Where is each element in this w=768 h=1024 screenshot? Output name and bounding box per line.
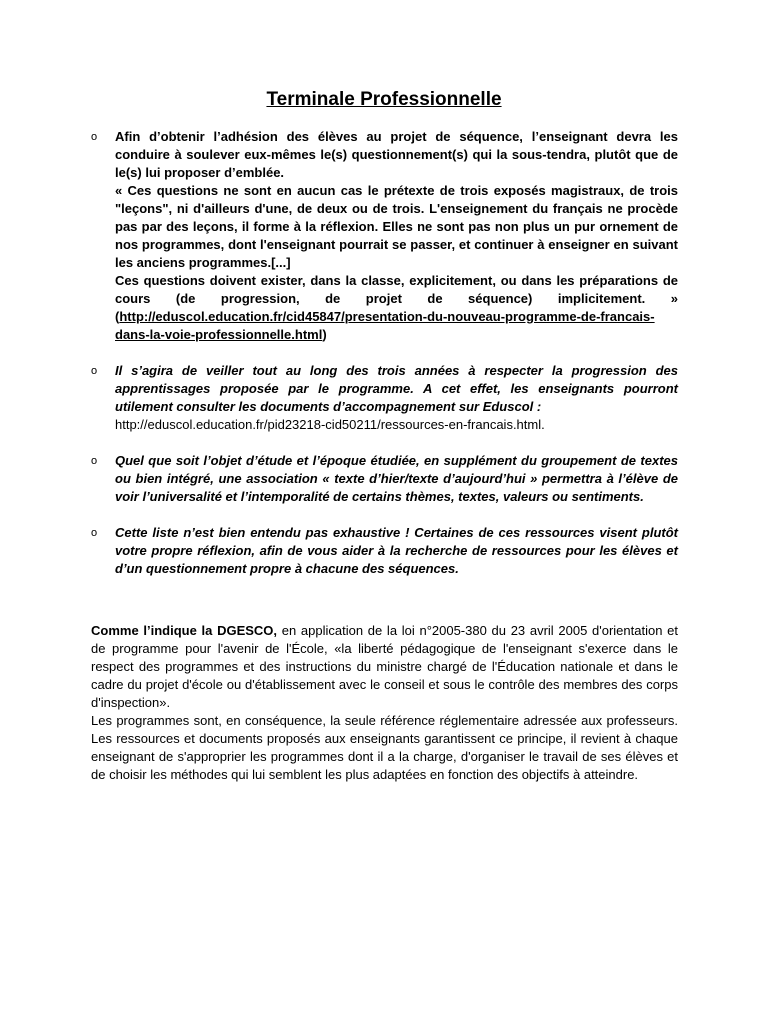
bullet-marker-icon: o: [91, 365, 98, 377]
list-item: [91, 128, 678, 344]
page-title: Terminale Professionnelle: [266, 89, 502, 110]
list-item: [91, 452, 678, 506]
list-item: [91, 524, 678, 578]
link-close-paren: ): [322, 327, 327, 342]
closing-lead: Comme l’indique la DGESCO,: [91, 623, 278, 638]
bullet4-text: Cette liste n’est bien entendu pas exhaustive ! Certaines de ces ressources visent plutôt votre propre réflexion, afin de vous aider à la recherche de ressources pour les élèves et d’un questionnement propre à chacune des séquences.: [115, 525, 678, 576]
link-open-paren: (: [115, 309, 120, 324]
closing-paragraph-1: [91, 622, 678, 712]
bullet-marker-icon: o: [91, 131, 98, 143]
closing-section: [91, 622, 678, 784]
bullet-marker-icon: o: [91, 455, 98, 467]
bullet3-text: Quel que soit l’objet d’étude et l’époque étudiée, en supplément du groupement de textes ou bien intégré, une association « texte d’hier/texte d’aujourd’hui » permettra à l’élève de voir l’universalité et l’intemporalité de certains thèmes, textes, valeurs ou sentiments.: [115, 453, 678, 504]
closing-paragraph-2: Les programmes sont, en conséquence, la seule référence réglementaire adressée aux professeurs. Les ressources et documents proposés aux enseignants garantissent ce principe, il revient à chaque enseignant de s'approprier les programmes dont il a la charge, d'organiser le travail de ses élèves et de choisir les méthodes qui lui semblent les plus adaptées en fonction des objectifs à atteindre.: [91, 713, 678, 782]
closing-para1: en application de la loi n°2005-380 du 23 avril 2005 d'orientation et de programme pour l'avenir de l'École, «la liberté pédagogique de l'enseignant s'exerce dans le respect des programmes et des instructions du ministre chargé de l'Éducation nationale et dans le cadre du projet d'école ou d'établissement avec le conseil et sous le contrôle des membres des corps d'inspection».: [91, 623, 678, 710]
eduscol-presentation-link[interactable]: http://eduscol.education.fr/cid45847/presentation-du-nouveau-programme-de-francais-dans-la-voie-professionnelle.html: [115, 309, 655, 342]
bullet1-quote: « Ces questions ne sont en aucun cas le prétexte de trois exposés magistraux, de trois "leçons", ni d'ailleurs d'une, de deux ou de trois. L'enseignement du français ne procède pas par des leçons, il forme à la réflexion. Elles ne sont pas non plus un pur ornement de nos programmes, dont l'enseignant pourrait se passer, et continuer à enseigner en suivant les anciens programmes.[...]: [115, 183, 678, 270]
bullet2-text: Il s’agira de veiller tout au long des trois années à respecter la progression des apprentissages proposée par le programme. A cet effet, les enseignants pourront utilement consulter les documents d’accompagnement sur Eduscol :: [115, 363, 678, 414]
bullet1-quote2: Ces questions doivent exister, dans la classe, explicitement, ou dans les préparations de cours (de progression, de projet de séquence) implicitement. »: [115, 273, 678, 306]
eduscol-resources-url: http://eduscol.education.fr/pid23218-cid50211/ressources-en-francais.html.: [115, 417, 545, 432]
bullet-list: [91, 128, 678, 578]
list-item: [91, 362, 678, 434]
bullet1-quote-end: [115, 272, 678, 344]
bullet1-intro: Afin d’obtenir l’adhésion des élèves au projet de séquence, l’enseignant devra les conduire à soulever eux-mêmes le(s) questionnement(s) qui la sous-tendra, plutôt que de le(s) lui proposer d’emblée.: [115, 129, 678, 180]
bullet-marker-icon: o: [91, 527, 98, 539]
